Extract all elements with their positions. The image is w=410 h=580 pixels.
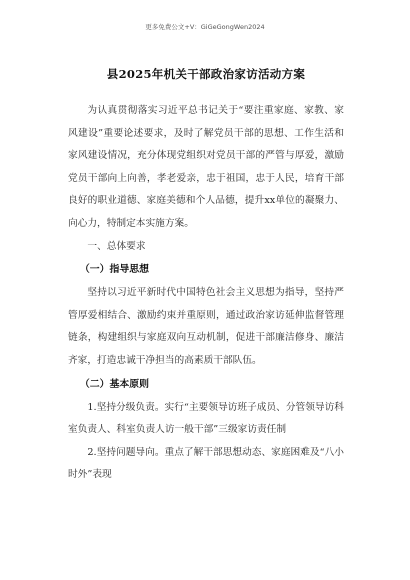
- principle-item-1: 1.坚持分级负责。实行“主要领导访班子成员、分管领导访科室负责人、科室负责人访一般干部”三级家访责任制: [68, 401, 344, 436]
- guiding-ideology-paragraph: 坚持以习近平新时代中国特色社会主义思想为指导，坚持严管厚爱相结合、激励约束并重原则，通过政治家访延伸监督管理链条，构建组织与家庭双向互动机制，促进干部廉洁修身、廉洁齐家，打造忠诚干净担当的高素质干部队伍。: [68, 287, 344, 366]
- subheading-guiding-ideology: （一）指导思想: [79, 264, 150, 276]
- principle-item-2: 2.坚持问题导向。重点了解干部思想动态、家庭困难及“八小时外”表现: [68, 446, 344, 481]
- intro-paragraph: 为认真贯彻落实习近平总书记关于“要注重家庭、家教、家风建设”重要论述要求，及时了解党员干部的思想、工作生活和家风建设情况，充分体现党组织对党员干部的严管与厚爱，激励党员干部向上向善，孝老爱亲，忠于祖国，忠于人民，培育干部良好的职业道德、家庭美德和个人品德，提升xx单位的凝聚力、向心力，特制定本实施方案。: [68, 105, 344, 229]
- document-title: 县2025年机关干部政治家访活动方案: [106, 67, 306, 81]
- watermark-text: 更多免费公文+V：GiGeGongWen2024: [145, 23, 265, 31]
- subheading-basic-principles: （二）基本原则: [79, 378, 150, 390]
- section-heading-overall: 一、总体要求: [87, 240, 146, 252]
- document-body: [68, 60, 344, 487]
